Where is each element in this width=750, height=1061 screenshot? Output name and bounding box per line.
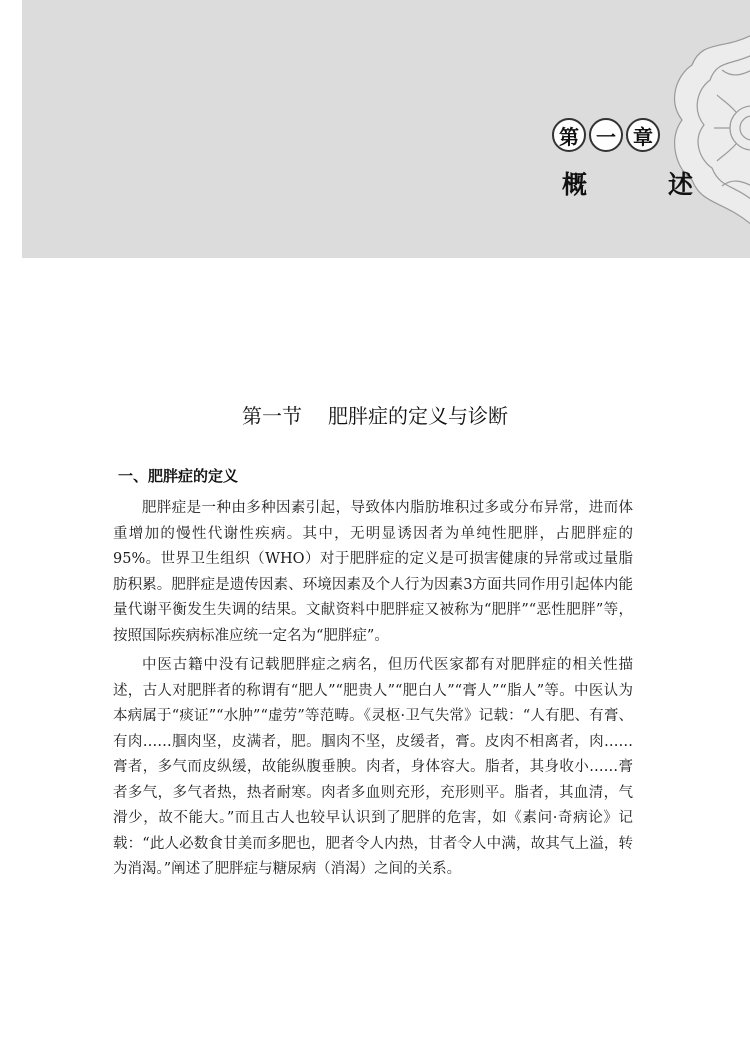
subsection-title: 一、肥胖症的定义 bbox=[118, 467, 239, 485]
body-text bbox=[113, 496, 633, 887]
chapter-char-1: 第 bbox=[552, 118, 586, 152]
paragraph: 肥胖症是一种由多种因素引起，导致体内脂肪堆积过多或分布异常，进而体重增加的慢性代谢性疾病。其中，无明显诱因者为单纯性肥胖，占肥胖症的95%。世界卫生组织（WHO）对于肥胖症的定义是可损害健康的异常或过量脂肪积累。肥胖症是遗传因素、环境因素及个人行为因素3方面共同作用引起体内能量代谢平衡发生失调的结果。文献资料中肥胖症又被称为“肥胖”“恶性肥胖”等，按照国际疾病标准应统一定名为“肥胖症”。 bbox=[113, 500, 633, 644]
chapter-char-3: 章 bbox=[626, 118, 660, 152]
paragraph: 中医古籍中没有记载肥胖症之病名，但历代医家都有对肥胖症的相关性描述，古人对肥胖者的称谓有“肥人”“肥贵人”“肥白人”“膏人”“脂人”等。中医认为本病属于“痰证”“水肿”“虚劳”等范畴。《灵枢·卫气失常》记载：“人有肥、有膏、有肉……腘肉坚，皮满者，肥。腘肉不坚，皮缓者，膏。皮肉不相离者，肉……膏者，多气而皮纵缓，故能纵腹垂腴。肉者，身体容大。脂者，其身收小……膏者多气，多气者热，热者耐寒。肉者多血则充形，充形则平。脂者，其血清，气滑少，故不能大。”而且古人也较早认识到了肥胖的危害，如《素问·奇病论》记载：“此人必数食甘美而多肥也，肥者令人内热，甘者令人中满，故其气上溢，转为消渴。”阐述了肥胖症与糖尿病（消渴）之间的关系。 bbox=[113, 657, 633, 877]
chapter-title: 概 述 bbox=[562, 170, 722, 199]
section-heading bbox=[0, 400, 750, 429]
chapter-label bbox=[552, 118, 660, 152]
chapter-char-2: 一 bbox=[589, 118, 623, 152]
section-title: 肥胖症的定义与诊断 bbox=[328, 404, 508, 428]
chapter-header-band bbox=[22, 0, 750, 258]
section-number: 第一节 bbox=[242, 404, 302, 428]
